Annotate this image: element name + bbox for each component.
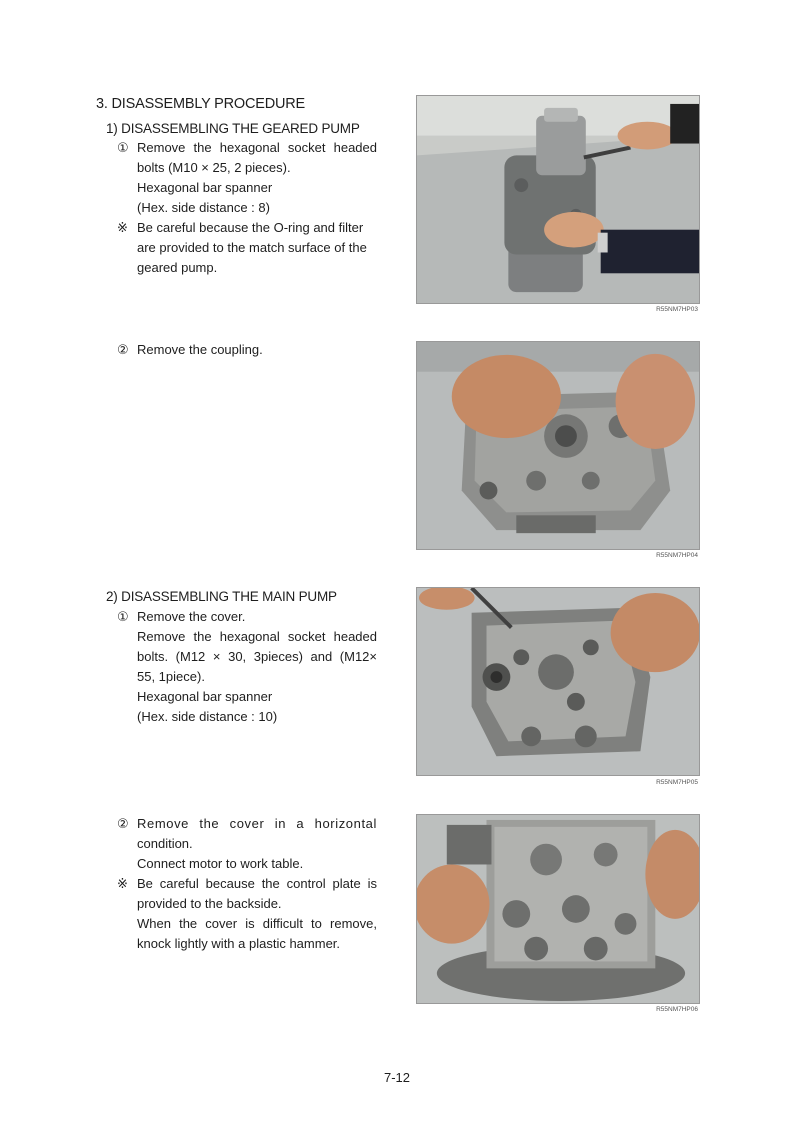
photo-caption: R55NM7HP06 <box>656 1006 698 1013</box>
step-marker: ① <box>117 609 129 624</box>
step-geared-pump-1: ① Remove the hexagonal socket headed bolts (M10 × 25, 2 pieces). Hexagonal bar spanner (Hex. side distance : 8) ※ Be careful because the O-ring and filter are provided to the match surface of the geared pump. <box>117 140 377 275</box>
subsection-heading-geared-pump: 1) DISASSEMBLING THE GEARED PUMP <box>106 121 360 136</box>
note-marker: ※ <box>117 876 128 891</box>
photo-main-pump-cover <box>416 587 700 776</box>
photo-cover-removal <box>416 814 700 1004</box>
step-main-pump-1: ① Remove the cover. Remove the hexagonal socket headed bolts. (M12 × 30, 3pieces) and (M12× 55, 1piece). Hexagonal bar spanner (Hex. side distance : 10) <box>117 609 377 724</box>
step-geared-pump-2: ② Remove the coupling. <box>117 340 377 360</box>
step-marker: ① <box>117 140 129 155</box>
section-title: 3. DISASSEMBLY PROCEDURE <box>96 96 306 112</box>
step-marker: ② <box>117 342 129 357</box>
page-number: 7-12 <box>383 1070 411 1085</box>
photo-caption: R55NM7HP05 <box>656 779 698 786</box>
photo-caption: R55NM7HP04 <box>656 552 698 559</box>
note-marker: ※ <box>117 220 128 235</box>
step-marker: ② <box>117 816 130 831</box>
photo-caption: R55NM7HP03 <box>656 306 698 313</box>
note: ※ Be careful because the O-ring and filter <box>117 218 377 238</box>
note: ※ Be careful because the control plate is <box>117 874 377 894</box>
photo-coupling <box>416 341 700 550</box>
photo-geared-pump <box>416 95 700 304</box>
subsection-heading-main-pump: 2) DISASSEMBLING THE MAIN PUMP <box>106 589 337 604</box>
step-main-pump-2: ② Remove the cover in a horizontal condition. Connect motor to work table. ※ Be careful because the control plate is provided to the backside. When the cover is difficult to remove, knock lightly with a plastic hammer. <box>117 816 377 951</box>
